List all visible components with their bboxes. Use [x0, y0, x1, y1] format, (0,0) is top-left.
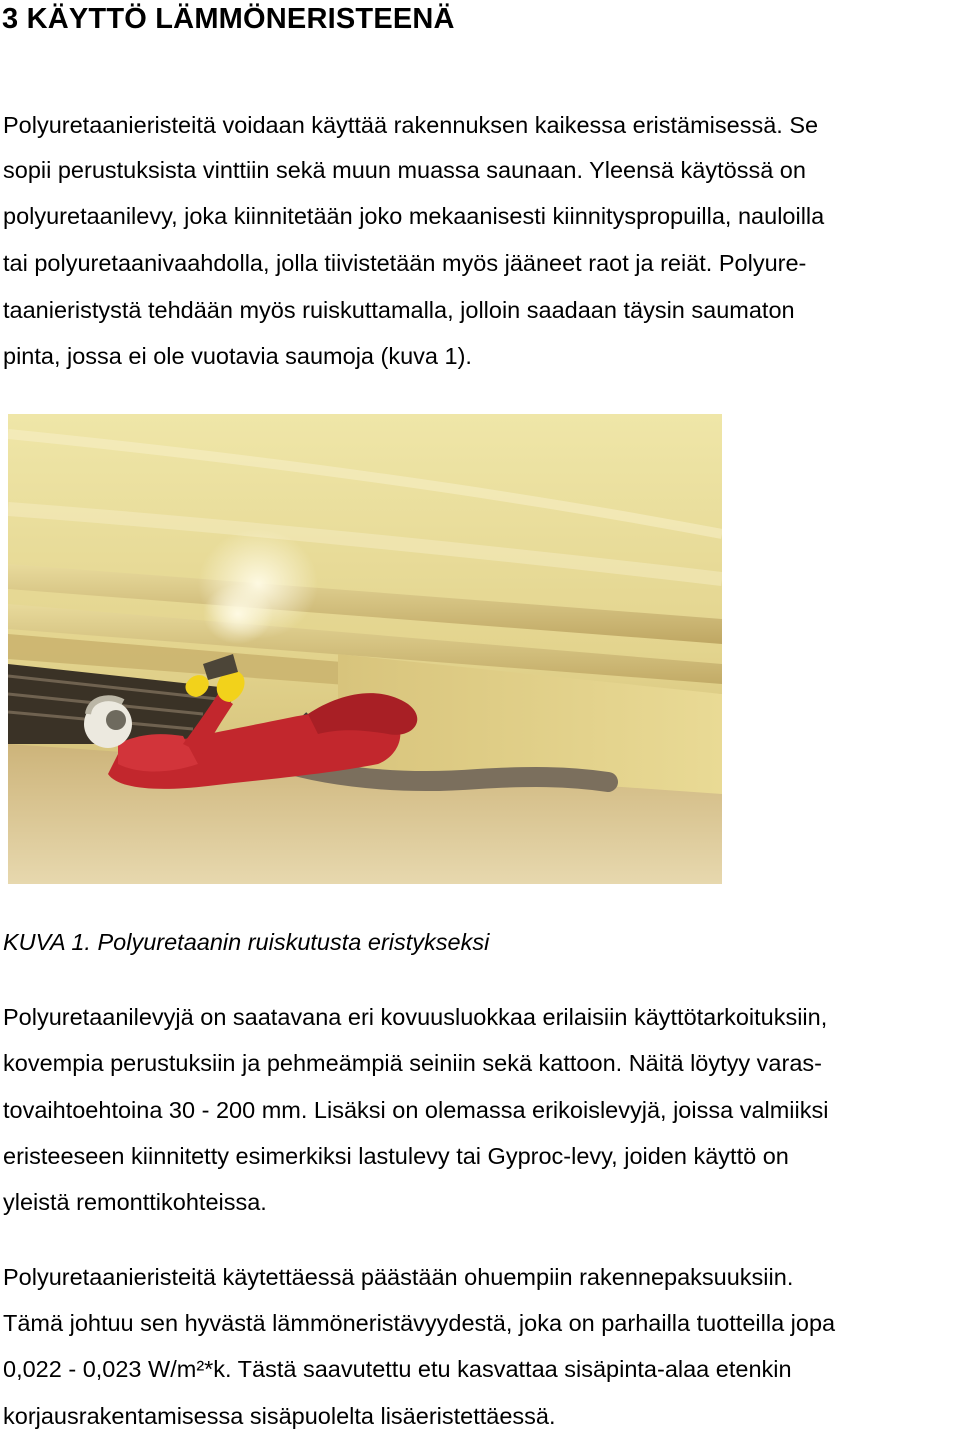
paragraph-1-line: polyuretaanilevy, joka kiinnitetään joko mekaanisesti kiinnityspropuilla, nauloilla [3, 203, 825, 229]
paragraph-3-line: Tämä johtuu sen hyvästä lämmöneristävyydestä, joka on parhailla tuotteilla jopa [3, 1310, 836, 1336]
paragraph-3-line: Polyuretaanieristeitä käytettäessä päästään ohuempiin rakennepaksuuksiin. [3, 1264, 794, 1290]
paragraph-1-line: pinta, jossa ei ole vuotavia saumoja (kuva 1). [3, 343, 472, 369]
figure-caption: KUVA 1. Polyuretaanin ruiskutusta eristykseksi [3, 929, 490, 955]
paragraph-2-line: eristeeseen kiinnitetty esimerkiksi lastulevy tai Gyproc-levy, joiden käyttö on [3, 1143, 789, 1169]
paragraph-3-line: 0,022 - 0,023 W/m²*k. Tästä saavutettu etu kasvattaa sisäpinta-alaa etenkin [3, 1356, 792, 1382]
spray-foam-insulation-photo [8, 414, 722, 884]
paragraph-2-line: tovaihtoehtoina 30 - 200 mm. Lisäksi on olemassa erikoislevyjä, joissa valmiiksi [3, 1097, 829, 1123]
paragraph-1-line: Polyuretaanieristeitä voidaan käyttää rakennuksen kaikessa eristämisessä. Se [3, 112, 819, 138]
section-heading: 3 KÄYTTÖ LÄMMÖNERISTEENÄ [2, 3, 455, 35]
paragraph-1-line: tai polyuretaanivaahdolla, jolla tiivistetään myös jääneet raot ja reiät. Polyure- [3, 250, 807, 276]
paragraph-2-line: yleistä remonttikohteissa. [3, 1189, 267, 1215]
paragraph-3-line: korjausrakentamisessa sisäpuolelta lisäeristettäessä. [3, 1403, 556, 1429]
paragraph-1-line: sopii perustuksista vinttiin sekä muun muassa saunaan. Yleensä käytössä on [3, 157, 806, 183]
paragraph-1-line: taanieristystä tehdään myös ruiskuttamalla, jolloin saadaan täysin saumaton [3, 297, 795, 323]
paragraph-2-line: kovempia perustuksiin ja pehmeämpiä seiniin sekä kattoon. Näitä löytyy varas- [3, 1050, 822, 1076]
paragraph-2-line: Polyuretaanilevyjä on saatavana eri kovuusluokkaa erilaisiin käyttötarkoituksiin, [3, 1004, 828, 1030]
